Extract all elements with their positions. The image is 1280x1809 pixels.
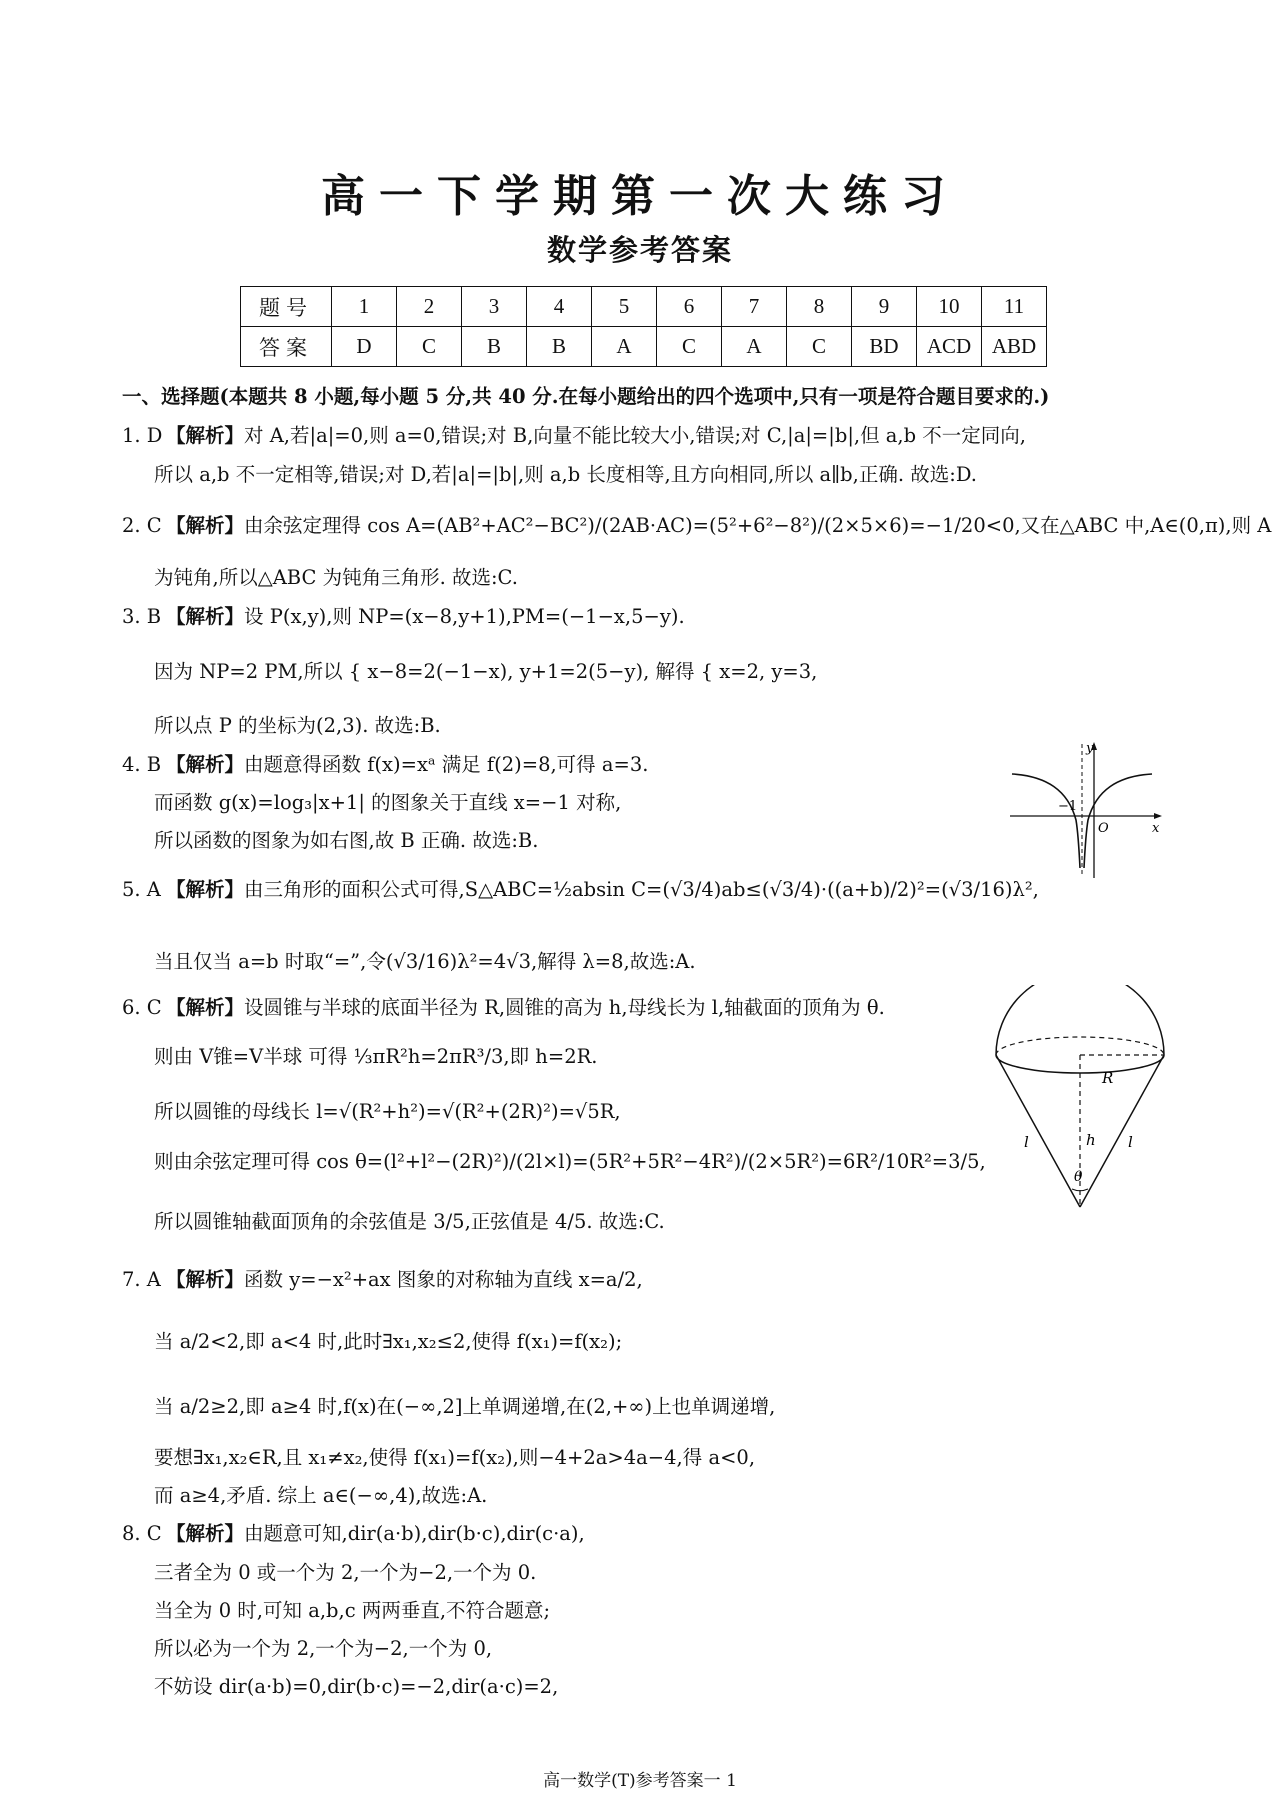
table-cell: 9	[852, 287, 917, 327]
page-footer: 高一数学(T)参考答案一 1	[543, 1771, 737, 1791]
table-cell: A	[592, 327, 657, 367]
q2-tag: 【解析】	[166, 514, 245, 537]
q2-line2: 为钝角,所以△ABC 为钝角三角形. 故选:C.	[154, 566, 518, 589]
q1-line1	[122, 424, 1026, 447]
q3-tag: 【解析】	[166, 605, 245, 628]
q3-number: 3. B	[122, 605, 162, 628]
section-heading: 一、选择题(本题共 8 小题,每小题 5 分,共 40 分.在每小题给出的四个选项中,只有一项是符合题目要求的.)	[122, 385, 1050, 408]
q6-line5: 所以圆锥轴截面顶角的余弦值是 3/5,正弦值是 4/5. 故选:C.	[154, 1210, 665, 1233]
table-header-cell: 题号	[241, 287, 332, 327]
table-cell: D	[332, 327, 397, 367]
table-cell: 5	[592, 287, 657, 327]
q5-text: 由三角形的面积公式可得,S△ABC=½absin C=(√3/4)ab≤(√3/4)·((a+b)/2)²=(√3/16)λ²,	[244, 878, 1039, 901]
table-row-answers	[241, 327, 1047, 367]
table-cell: B	[462, 327, 527, 367]
q1-text: 对 A,若|a|=0,则 a=0,错误;对 B,向量不能比较大小,错误;对 C,|a|=|b|,但 a,b 不一定同向,	[244, 424, 1026, 447]
slant-label-right: l	[1128, 1133, 1133, 1151]
q8-line5: 不妨设 dir(a·b)=0,dir(b·c)=−2,dir(a·c)=2,	[154, 1675, 559, 1698]
q4-tag: 【解析】	[166, 753, 245, 776]
q7-line2: 当 a/2<2,即 a<4 时,此时∃x₁,x₂≤2,使得 f(x₁)=f(x₂);	[154, 1330, 623, 1353]
table-cell: ABD	[982, 327, 1047, 367]
q7-number: 7. A	[122, 1268, 161, 1291]
table-cell: ACD	[917, 327, 982, 367]
q6-line3: 所以圆锥的母线长 l=√(R²+h²)=√(R²+(2R)²)=√5R,	[154, 1100, 621, 1123]
cone-left-slant	[996, 1055, 1080, 1207]
q6-line2: 则由 V锥=V半球 可得 ⅓πR²h=2πR³/3,即 h=2R.	[154, 1045, 598, 1068]
q1-tag: 【解析】	[166, 424, 245, 447]
q4-line1	[122, 753, 648, 776]
q8-text: 由题意可知,dir(a·b),dir(b·c),dir(c·a),	[244, 1522, 585, 1545]
q8-line1	[122, 1522, 585, 1545]
page-title: 高一下学期第一次大练习	[321, 171, 959, 222]
table-cell: A	[722, 327, 787, 367]
table-cell: BD	[852, 327, 917, 367]
q4-line2: 而函数 g(x)=log₃|x+1| 的图象关于直线 x=−1 对称,	[154, 791, 622, 814]
height-label: h	[1086, 1131, 1096, 1149]
table-cell: 6	[657, 287, 722, 327]
table-header-cell: 答案	[241, 327, 332, 367]
q3-line3: 所以点 P 的坐标为(2,3). 故选:B.	[154, 714, 441, 737]
q3-line2: 因为 NP=2 PM,所以 { x−8=2(−1−x), y+1=2(5−y), 解得 { x=2, y=3,	[154, 660, 818, 683]
q6-line4: 则由余弦定理可得 cos θ=(l²+l²−(2R)²)/(2l×l)=(5R²+5R²−4R²)/(2×5R²)=6R²/10R²=3/5,	[154, 1150, 986, 1173]
x-axis-arrow	[1154, 813, 1162, 819]
slant-label-left: l	[1024, 1133, 1029, 1151]
table-cell: C	[397, 327, 462, 367]
table-cell: 7	[722, 287, 787, 327]
table-cell: 3	[462, 287, 527, 327]
q3-line1	[122, 605, 685, 628]
table-cell: C	[787, 327, 852, 367]
q7-line1	[122, 1268, 643, 1291]
hemisphere-arc	[996, 985, 1164, 1055]
q2-number: 2. C	[122, 514, 162, 537]
table-cell: 8	[787, 287, 852, 327]
q7-line3: 当 a/2≥2,即 a≥4 时,f(x)在(−∞,2]上单调递增,在(2,+∞)上也单调递增,	[154, 1395, 776, 1418]
q6-number: 6. C	[122, 996, 162, 1019]
minus-one-label: −1	[1058, 799, 1078, 814]
q5-tag: 【解析】	[166, 878, 245, 901]
q8-line4: 所以必为一个为 2,一个为−2,一个为 0,	[154, 1637, 493, 1660]
table-cell: 2	[397, 287, 462, 327]
q7-tag: 【解析】	[166, 1268, 245, 1291]
table-cell: B	[527, 327, 592, 367]
origin-label: O	[1098, 821, 1109, 836]
q2-text: 由余弦定理得 cos A=(AB²+AC²−BC²)/(2AB·AC)=(5²+6²−8²)/(2×5×6)=−1/20<0,又在△ABC 中,A∈(0,π),则 A	[244, 514, 1272, 537]
q3-text: 设 P(x,y),则 NP=(x−8,y+1),PM=(−1−x,5−y).	[244, 605, 685, 628]
curve-left	[1012, 774, 1080, 868]
answer-table	[240, 286, 1047, 367]
q8-number: 8. C	[122, 1522, 162, 1545]
y-label: y	[1086, 741, 1094, 756]
base-back-ellipse	[996, 1037, 1164, 1055]
q5-number: 5. A	[122, 878, 161, 901]
q5-line2: 当且仅当 a=b 时取“=”,令(√3/16)λ²=4√3,解得 λ=8,故选:A.	[154, 950, 696, 973]
table-cell: C	[657, 327, 722, 367]
angle-arc	[1072, 1189, 1088, 1191]
radius-label: R	[1102, 1069, 1114, 1087]
log-graph-figure	[1006, 740, 1166, 880]
table-cell: 4	[527, 287, 592, 327]
q1-number: 1. D	[122, 424, 163, 447]
q2-line1	[122, 514, 1271, 537]
q6-line1	[122, 996, 885, 1019]
q4-text: 由题意得函数 f(x)=xᵃ 满足 f(2)=8,可得 a=3.	[244, 753, 649, 776]
cone-hemisphere-figure	[990, 985, 1170, 1215]
table-cell: 1	[332, 287, 397, 327]
q6-text: 设圆锥与半球的底面半径为 R,圆锥的高为 h,母线长为 l,轴截面的顶角为 θ.	[244, 996, 885, 1019]
q8-line2: 三者全为 0 或一个为 2,一个为−2,一个为 0.	[154, 1561, 537, 1584]
x-label: x	[1152, 821, 1160, 836]
table-cell: 10	[917, 287, 982, 327]
q4-line3: 所以函数的图象为如右图,故 B 正确. 故选:B.	[154, 829, 539, 852]
table-row-numbers	[241, 287, 1047, 327]
q1-line2: 所以 a,b 不一定相等,错误;对 D,若|a|=|b|,则 a,b 长度相等,且方向相同,所以 a∥b,正确. 故选:D.	[154, 463, 977, 486]
q7-line5: 而 a≥4,矛盾. 综上 a∈(−∞,4),故选:A.	[154, 1484, 488, 1507]
q8-tag: 【解析】	[166, 1522, 245, 1545]
theta-label: θ	[1074, 1169, 1083, 1185]
q6-tag: 【解析】	[166, 996, 245, 1019]
table-cell: 11	[982, 287, 1047, 327]
page-subtitle: 数学参考答案	[546, 233, 733, 267]
q4-number: 4. B	[122, 753, 162, 776]
q8-line3: 当全为 0 时,可知 a,b,c 两两垂直,不符合题意;	[154, 1599, 551, 1622]
q7-text: 函数 y=−x²+ax 图象的对称轴为直线 x=a/2,	[244, 1268, 643, 1291]
q5-line1	[122, 878, 1039, 901]
q7-line4: 要想∃x₁,x₂∈R,且 x₁≠x₂,使得 f(x₁)=f(x₂),则−4+2a>4a−4,得 a<0,	[154, 1446, 756, 1469]
